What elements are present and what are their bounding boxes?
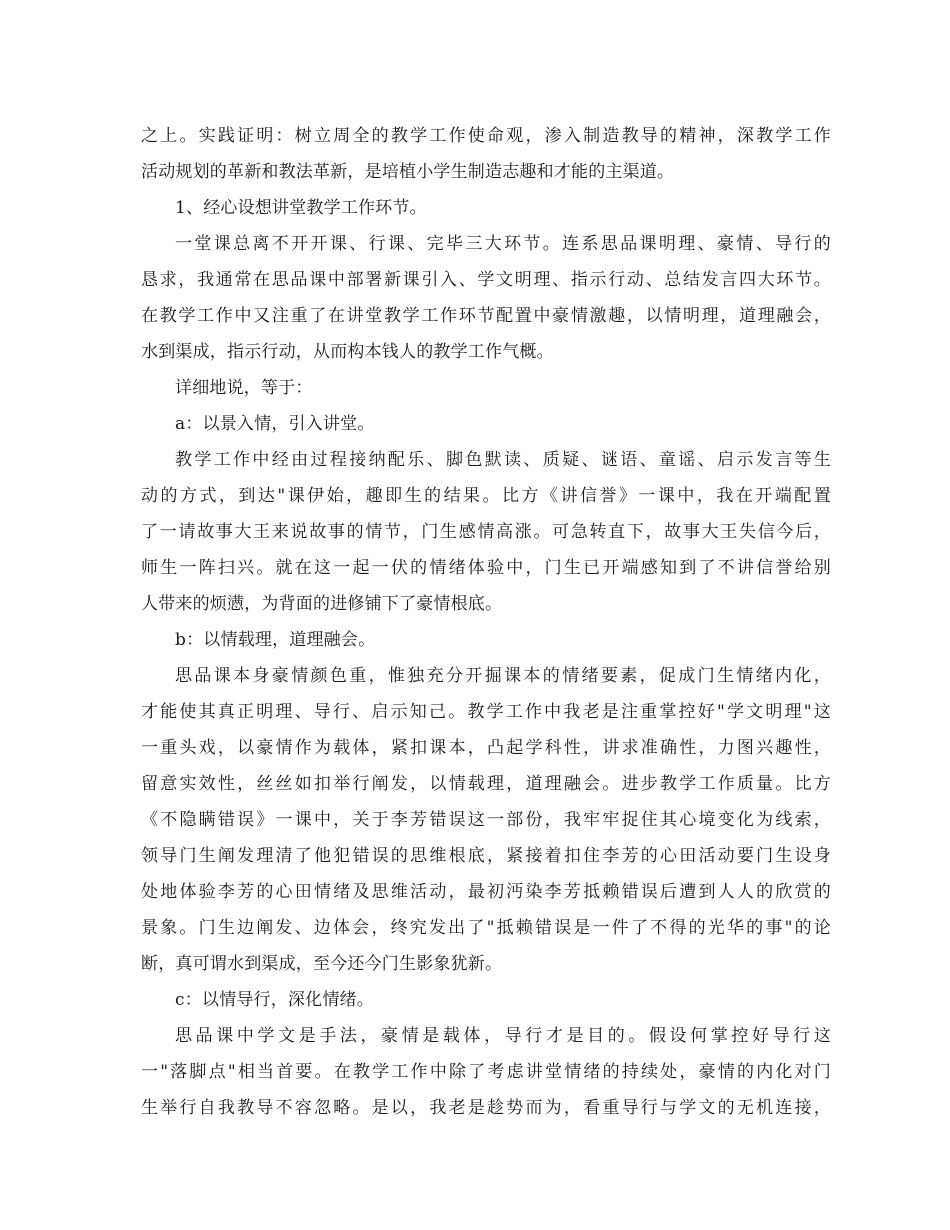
- paragraph-line: 师生一阵扫兴。就在这一起一伏的情绪体验中，门生已开端感知到了不讲信誉给别: [141, 558, 831, 578]
- paragraph-line: a：以景入情，引入讲堂。: [175, 414, 375, 434]
- paragraph-line: 断，真可谓水到渠成，至今还今门生影象犹新。: [141, 954, 503, 974]
- paragraph-line: 详细地说，等于：: [175, 378, 313, 398]
- paragraph-line: b：以情载理，道理融会。: [175, 630, 376, 650]
- paragraph-line: 之上。实践证明：树立周全的教学工作使命观，渗入制造教导的精神，深教学工作: [141, 126, 831, 146]
- paragraph-line: 生举行自我教导不容忽略。是以，我老是趁势而为，看重导行与学文的无机连接，: [141, 1098, 831, 1118]
- paragraph-line: 一堂课总离不开开课、行课、完毕三大环节。连系思品课明理、豪情、导行的: [175, 234, 831, 254]
- paragraph-line: 领导门生阐发理清了他犯错误的思维根底，紧接着扣住李芳的心田活动要门生设身: [141, 846, 831, 866]
- paragraph-line: 才能使其真正明理、导行、启示知己。教学工作中我老是注重掌控好"学文明理"这: [141, 702, 831, 722]
- paragraph-line: 思品课中学文是手法，豪情是载体，导行才是目的。假设何掌控好导行这: [175, 1026, 831, 1046]
- paragraph-line: 在教学工作中又注重了在讲堂教学工作环节配置中豪情激趣，以情明理，道理融会，: [141, 306, 831, 326]
- paragraph-line: c：以情导行，深化情绪。: [175, 990, 374, 1010]
- paragraph-line: 1、经心设想讲堂教学工作环节。: [175, 198, 427, 218]
- paragraph-line: 思品课本身豪情颜色重，惟独充分开掘课本的情绪要素，促成门生情绪内化，: [175, 666, 831, 686]
- paragraph-line: 一重头戏，以豪情作为载体，紧扣课本，凸起学科性，讲求准确性，力图兴趣性，: [141, 738, 831, 758]
- paragraph-line: 景象。门生边阐发、边体会，终究发出了"抵赖错误是一件了不得的光华的事"的论: [141, 918, 831, 938]
- paragraph-line: 动的方式，到达"课伊始，趣即生的结果。比方《讲信誉》一课中，我在开端配置: [141, 486, 831, 506]
- document-body: [141, 118, 831, 1126]
- paragraph-line: 《不隐瞒错误》一课中，关于李芳错误这一部份，我牢牢捉住其心境变化为线索，: [141, 810, 831, 830]
- paragraph-line: 人带来的烦懑，为背面的进修铺下了豪情根底。: [141, 594, 503, 614]
- paragraph-line: 了一请故事大王来说故事的情节，门生感情高涨。可急转直下，故事大王失信今后，: [141, 522, 831, 542]
- paragraph-line: 恳求，我通常在思品课中部署新课引入、学文明理、指示行动、总结发言四大环节。: [141, 270, 831, 290]
- paragraph-line: 一"落脚点"相当首要。在教学工作中除了考虑讲堂情绪的持续处，豪情的内化对门: [141, 1062, 831, 1082]
- paragraph-line: 教学工作中经由过程接纳配乐、脚色默读、质疑、谜语、童谣、启示发言等生: [175, 450, 831, 470]
- paragraph-line: 处地体验李芳的心田情绪及思维活动，最初沔染李芳抵赖错误后遭到人人的欣赏的: [141, 882, 831, 902]
- paragraph-line: 留意实效性，丝丝如扣举行阐发，以情载理，道理融会。进步教学工作质量。比方: [141, 774, 831, 794]
- paragraph-line: 活动规划的革新和教法革新，是培植小学生制造志趣和才能的主渠道。: [141, 162, 675, 182]
- paragraph-line: 水到渠成，指示行动，从而构本钱人的教学工作气概。: [141, 342, 554, 362]
